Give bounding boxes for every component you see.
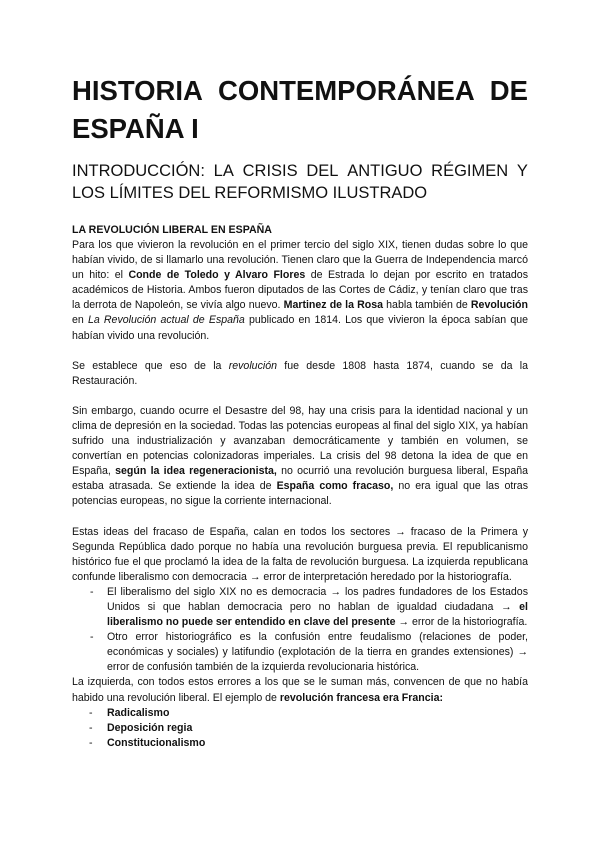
- subtitle-word: LA: [213, 162, 234, 180]
- paragraph-3: Sin embargo, cuando ocurre el Desastre del 98, hay una crisis para la identidad nacional y un clima de depresión en la sociedad. Todas las potencias europeas al final del siglo XIX, ya habían sufrido una industrialización y avanzaban democráticamente y también en volumen, se convertían en potencias colonizadoras imperiales. La crisis del 98 detona la idea de que en España, según la idea regeneracionista, no ocurrió una revolución burguesa liberal, España estaba atrasada. Se extiende la idea de España como fracaso, no era igual que las otras potencias europeas, no sigue la corriente internacional.: [72, 404, 528, 508]
- title-word: HISTORIA: [72, 75, 203, 106]
- title-word: DE: [489, 75, 528, 106]
- title-word: CONTEMPORÁNEA: [218, 75, 475, 106]
- subtitle-word: DEL: [306, 162, 339, 180]
- list-item: - Deposición regia: [107, 721, 528, 736]
- paragraph-5: La izquierda, con todos estos errores a los que se le suman más, convencen de que no había habido una revolución liberal. El ejemplo de revolución francesa era Francia:: [72, 676, 528, 704]
- subtitle-word: ANTIGUO: [347, 162, 423, 180]
- list-item: - El liberalismo del siglo XIX no es democracia → los padres fundadores de los Estados Unidos si que hablan democracia pero no hablan de igualdad ciudadana → el liberalismo no puede ser entendido en clave del presente → error de la historiografía.: [107, 585, 528, 630]
- list-item: - Radicalismo: [107, 706, 528, 721]
- document-title: [72, 72, 528, 148]
- subtitle-word: RÉGIMEN: [431, 162, 509, 180]
- error-list: [72, 585, 528, 676]
- list-item: - Constitucionalismo: [107, 736, 528, 751]
- france-list: [72, 706, 528, 751]
- subtitle-word: Y: [516, 162, 528, 180]
- document-subtitle: [72, 160, 528, 204]
- list-item: - Otro error historiográfico es la confusión entre feudalismo (relaciones de poder, económicas y sociales) y latifundio (explotación de la tierra en grandes extensiones) → error de confusión también de la izquierda revolucionaria histórica.: [107, 630, 528, 675]
- title-line-2: ESPAÑA I: [72, 113, 199, 144]
- subtitle-word: INTRODUCCIÓN:: [72, 162, 205, 180]
- subtitle-line-2: LOS LÍMITES DEL REFORMISMO ILUSTRADO: [72, 184, 428, 202]
- document-page: [72, 72, 528, 751]
- subtitle-line-1: [72, 160, 528, 182]
- paragraph-4: Estas ideas del fracaso de España, calan en todos los sectores → fracaso de la Primera y Segunda República dado porque no había una revolución burguesa previa. El republicanismo histórico fue el que proclamó la idea de la falta de revolución burguesa. La izquierda republicana confunde liberalismo con democracia → error de interpretación heredado por la historiografía.: [72, 525, 528, 583]
- paragraph-1: Para los que vivieron la revolución en el primer tercio del siglo XIX, tienen dudas sobre lo que habían vivido, de si llamarlo una revolución. Tienen claro que la Guerra de Independencia marcó un hito: el Conde de Toledo y Alvaro Flores de Estrada lo dejan por escrito en tratados académicos de Historia. Ambos fueron diputados de las Cortes de Cádiz, y tenían claro que tras la derrota de Napoleón, se vivía algo nuevo. Martinez de la Rosa habla también de Revolución en La Revolución actual de España publicado en 1814. Los que vivieron la época sabían que habían vivido una revolución.: [72, 239, 529, 342]
- paragraph-2: Se establece que eso de la revolución fue desde 1808 hasta 1874, cuando se da la Restauración.: [72, 359, 528, 387]
- subtitle-word: CRISIS: [242, 162, 298, 180]
- title-line-1: [72, 72, 528, 110]
- section-heading: LA REVOLUCIÓN LIBERAL EN ESPAÑA: [72, 224, 272, 236]
